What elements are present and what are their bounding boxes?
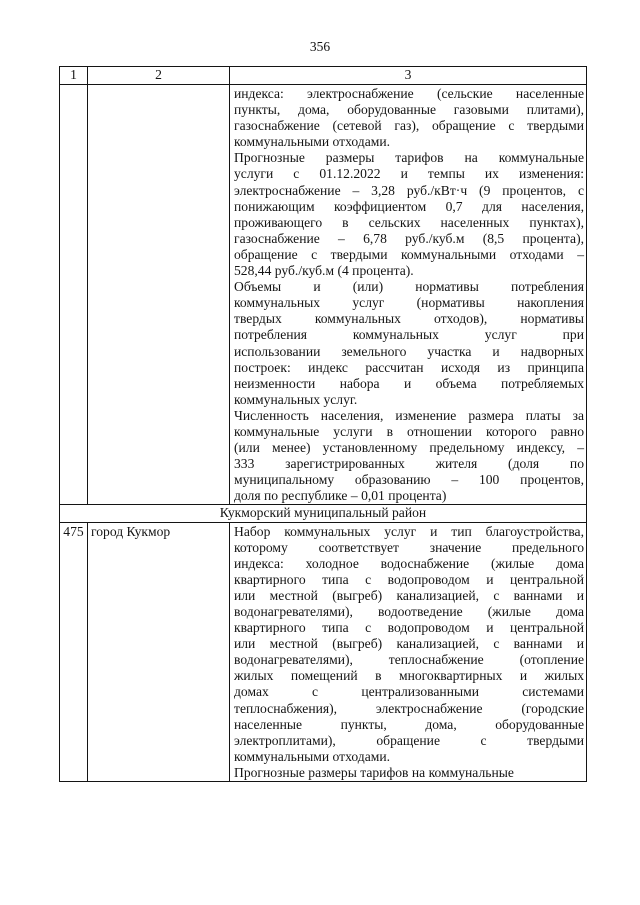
municipality-cell: город Кукмор: [88, 522, 230, 782]
header-col-2: 2: [88, 67, 230, 85]
text-line: электроплитами), обращение с твердыми: [234, 732, 584, 748]
table-row-475: [60, 522, 587, 782]
table-row-continued: [60, 85, 587, 505]
text-line: населенные пункты, дома, оборудованные: [234, 716, 584, 732]
text-line: Набор коммунальных услуг и тип благоустройства,: [234, 523, 584, 539]
description-text: [234, 86, 584, 504]
text-line: коммунальных услуг (нормативы накопления: [234, 295, 584, 311]
text-line: газоснабжение – 6,78 руб./куб.м (8,5 процента),: [234, 230, 584, 246]
text-line: (или менее) установленному предельному индексу, –: [234, 440, 584, 456]
district-name: Кукморский муниципальный район: [60, 505, 587, 522]
text-line: водонагревателями), теплоснабжение (отопление: [234, 652, 584, 668]
description-cell: [230, 85, 587, 505]
text-line: неизменности набора и объема потребляемых: [234, 375, 584, 391]
text-line: или местной (выгреб) канализацией, с ваннами и: [234, 636, 584, 652]
header-col-1: 1: [60, 67, 88, 85]
text-line: коммунальных услуг.: [234, 391, 358, 407]
description-cell: [230, 522, 587, 782]
text-line: коммунальные услуги в отношении которого равно: [234, 423, 584, 439]
text-line: Прогнозные размеры тарифов на коммунальные: [234, 150, 584, 166]
text-line: газоснабжение (сетевой газ), обращение с твердыми: [234, 118, 584, 134]
text-line: электроснабжение – 3,28 руб./кВт·ч (9 процентов, с: [234, 182, 584, 198]
text-line: Объемы и (или) нормативы потребления: [234, 279, 584, 295]
text-line: индекса: электроснабжение (сельские населенные: [234, 86, 584, 101]
text-line: пункты, дома, оборудованные газовыми плитами),: [234, 102, 584, 118]
municipality-cell: [88, 85, 230, 505]
table-header-row: [60, 67, 587, 85]
text-line: потребления коммунальных услуг при: [234, 327, 584, 343]
district-row: [60, 505, 587, 522]
text-line: использовании земельного участка и надворных: [234, 343, 584, 359]
text-line: Численность населения, изменение размера платы за: [234, 407, 584, 423]
text-line: квартирного типа с водопроводом и центральной: [234, 620, 584, 636]
text-line: водонагревателями), водоотведение (жилые дома: [234, 604, 584, 619]
text-line: муниципальному образованию – 100 процентов,: [234, 472, 584, 488]
text-line: 333 зарегистрированных жителя (доля по: [234, 456, 584, 472]
row-number-cell: 475: [60, 522, 88, 782]
text-line: твердых коммунальных отходов), нормативы: [234, 311, 584, 327]
text-line: коммунальными отходами.: [234, 134, 391, 150]
page-number: 356: [309, 39, 331, 54]
text-line: 528,44 руб./куб.м (4 процента).: [234, 263, 414, 279]
text-line: домах с централизованными системами: [234, 684, 584, 700]
row-number-cell: [60, 85, 88, 505]
description-text: [234, 524, 584, 782]
text-line: доля по республике – 0,01 процента): [234, 488, 447, 504]
tariff-table: [59, 66, 587, 782]
text-line: теплоснабжения), электроснабжение (городские: [234, 700, 584, 716]
text-line: проживающего в сельских населенных пунктах),: [234, 214, 584, 230]
text-line: жилых помещений в многоквартирных и жилых: [234, 668, 584, 684]
text-line: Прогнозные размеры тарифов на коммунальные: [234, 764, 514, 780]
text-line: построек: индекс рассчитан исходя из принципа: [234, 359, 584, 375]
text-line: услуги с 01.12.2022 и темпы их изменения:: [234, 166, 584, 182]
text-line: или местной (выгреб) канализацией, с ваннами и: [234, 587, 584, 603]
text-line: индекса: холодное водоснабжение (жилые дома: [234, 555, 584, 571]
text-line: коммунальными отходами.: [234, 748, 391, 764]
header-col-3: 3: [230, 67, 587, 85]
text-line: квартирного типа с водопроводом и центральной: [234, 571, 584, 587]
text-line: понижающим коэффициентом 0,7 для населения,: [234, 198, 584, 214]
text-line: обращение с твердыми коммунальными отходами –: [234, 246, 584, 262]
text-line: которому соответствует значение предельного: [234, 539, 584, 555]
